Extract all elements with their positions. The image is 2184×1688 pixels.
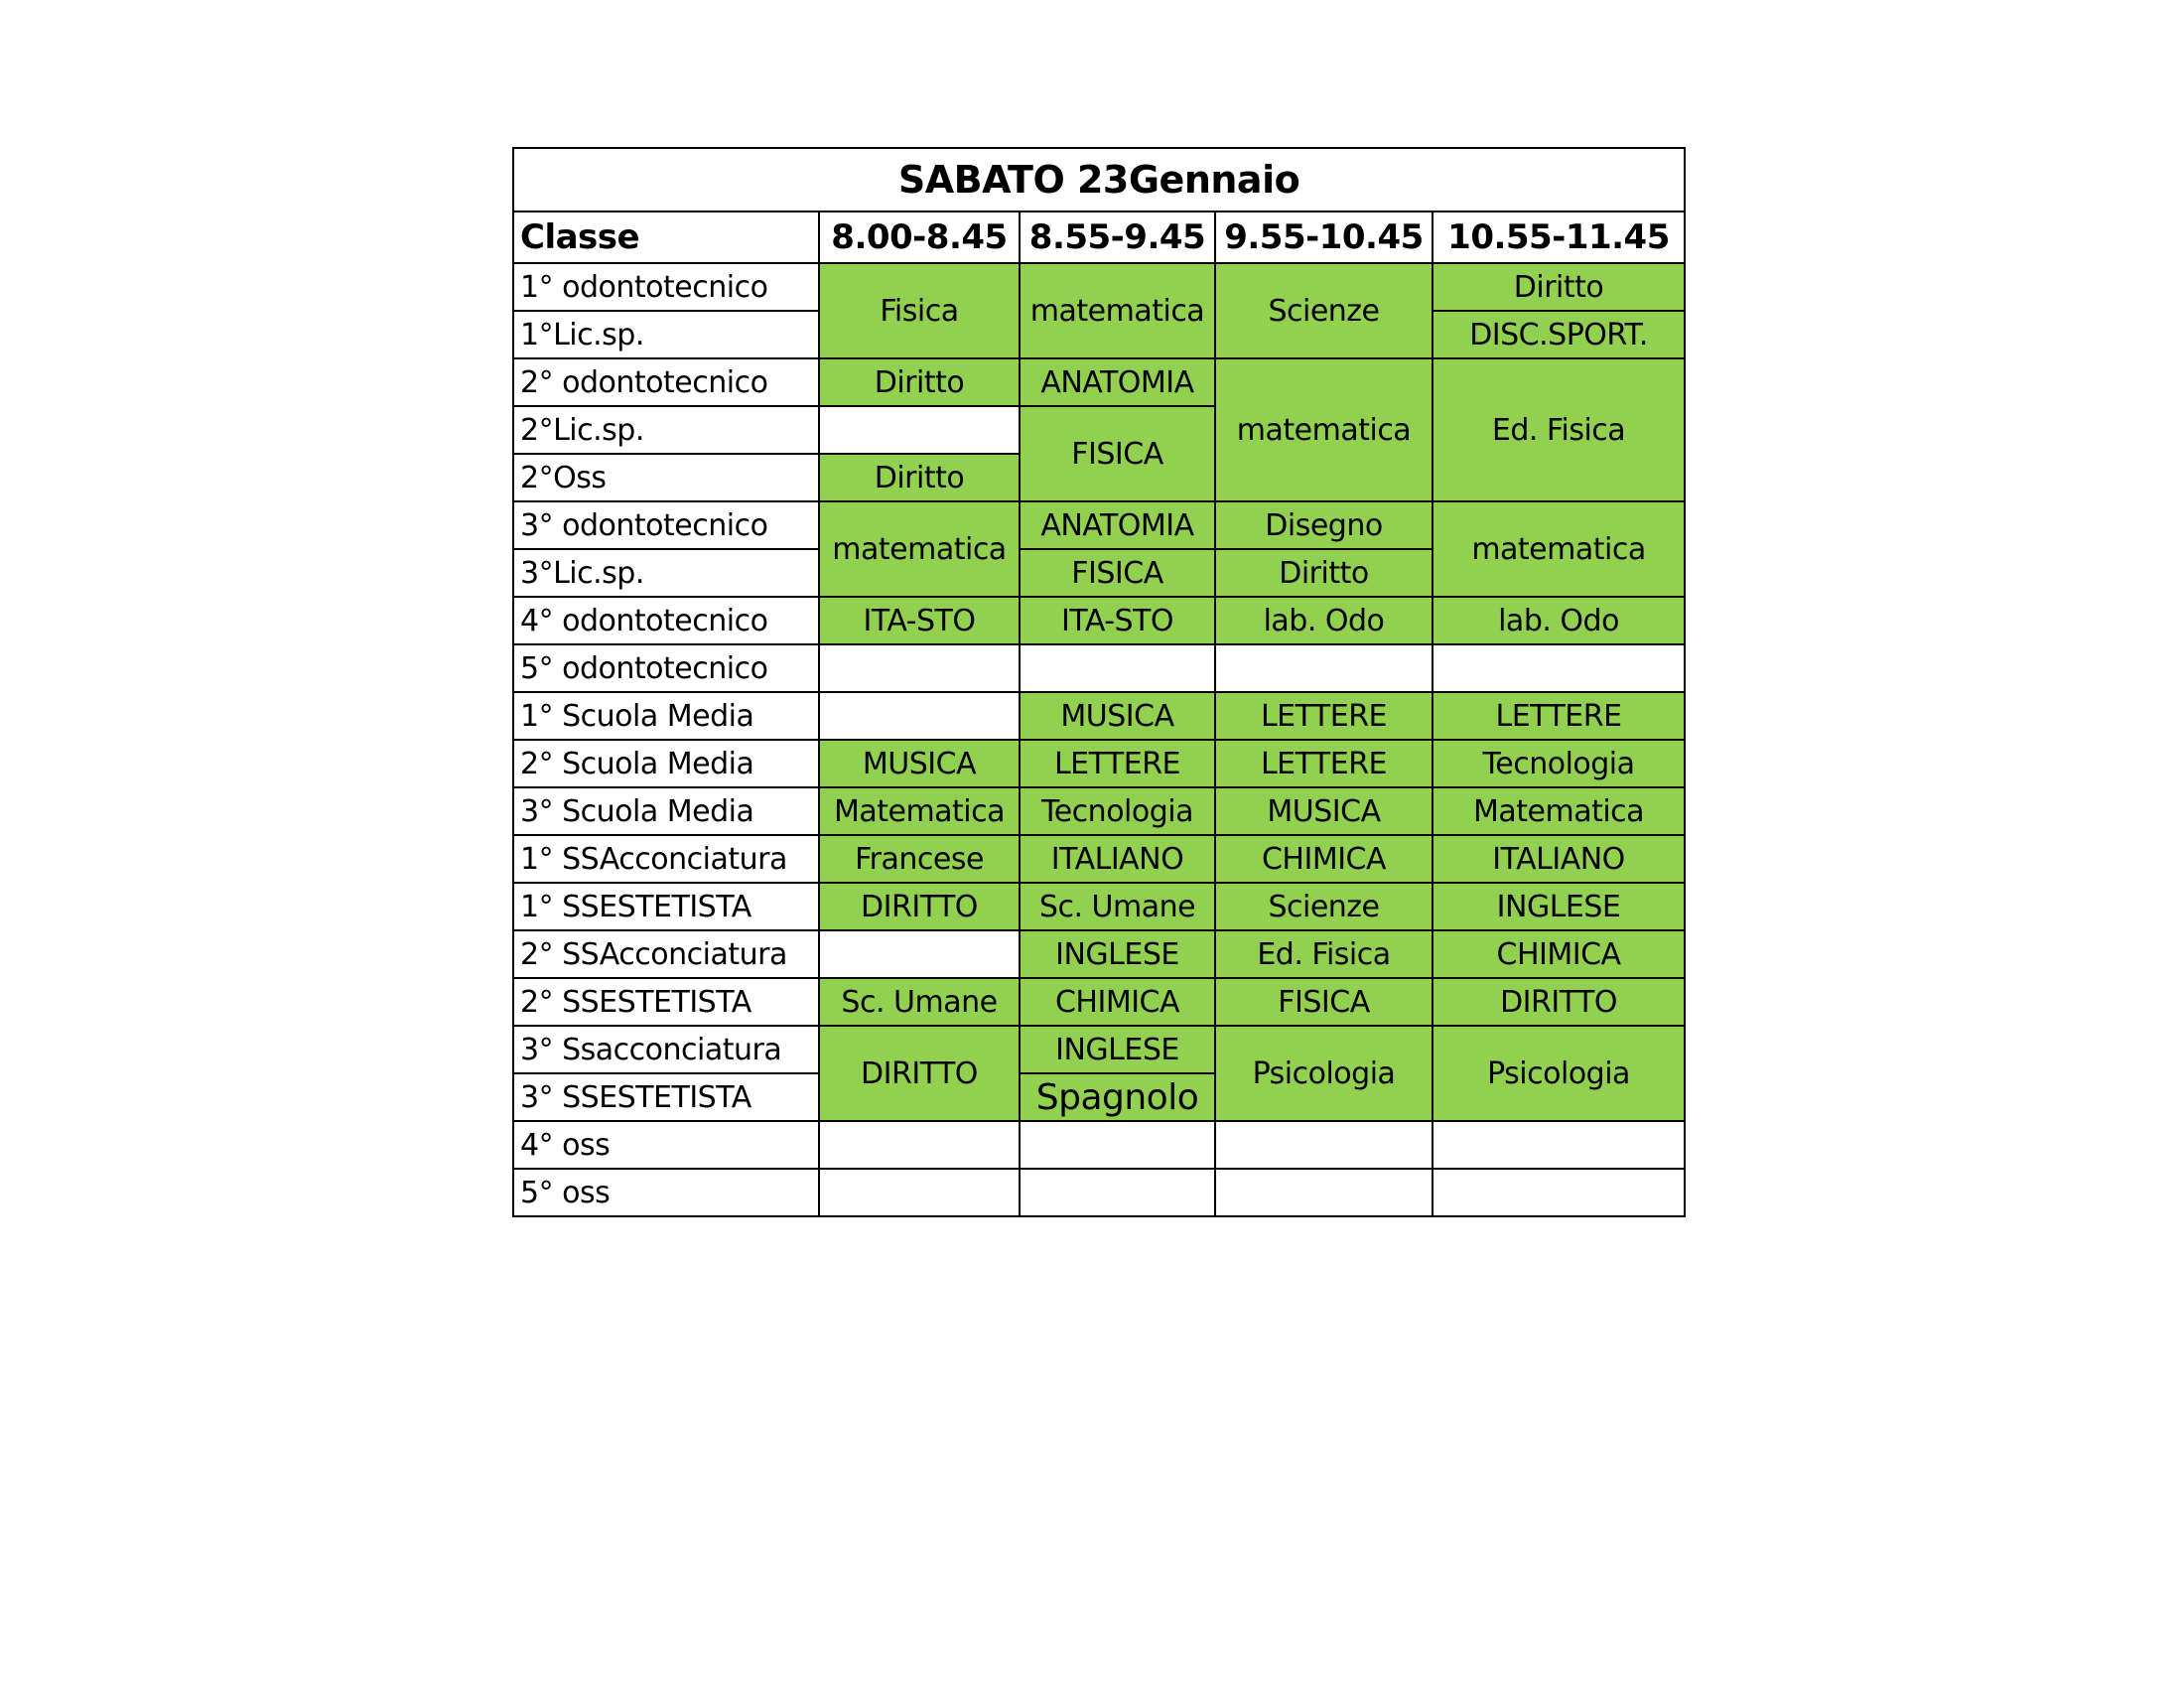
lesson-cell: Scienze bbox=[1215, 263, 1433, 358]
table-row bbox=[513, 835, 1685, 883]
lesson-cell: ANATOMIA bbox=[1020, 501, 1215, 549]
class-name: 1° SSESTETISTA bbox=[513, 883, 819, 930]
lesson-cell: MUSICA bbox=[1020, 692, 1215, 740]
lesson-cell: CHIMICA bbox=[1433, 930, 1685, 978]
table-row bbox=[513, 692, 1685, 740]
lesson-cell-empty bbox=[1215, 1121, 1433, 1169]
class-name: 3° SSESTETISTA bbox=[513, 1073, 819, 1121]
table-row bbox=[513, 597, 1685, 644]
class-name: 1°Lic.sp. bbox=[513, 311, 819, 358]
lesson-cell: ITALIANO bbox=[1020, 835, 1215, 883]
lesson-cell: Diritto bbox=[1433, 263, 1685, 311]
table-row bbox=[513, 501, 1685, 549]
lesson-cell: Spagnolo bbox=[1020, 1073, 1215, 1121]
table-row bbox=[513, 644, 1685, 692]
class-name: 3°Lic.sp. bbox=[513, 549, 819, 597]
table-row bbox=[513, 787, 1685, 835]
lesson-cell: lab. Odo bbox=[1433, 597, 1685, 644]
class-name: 2° SSAcconciatura bbox=[513, 930, 819, 978]
lesson-cell: Matematica bbox=[1433, 787, 1685, 835]
lesson-cell-empty bbox=[1020, 1121, 1215, 1169]
header-slot: 8.00-8.45 bbox=[819, 211, 1020, 263]
lesson-cell-empty bbox=[819, 644, 1020, 692]
table-row bbox=[513, 263, 1685, 311]
lesson-cell: CHIMICA bbox=[1215, 835, 1433, 883]
lesson-cell: MUSICA bbox=[1215, 787, 1433, 835]
lesson-cell: Sc. Umane bbox=[819, 978, 1020, 1026]
lesson-cell-empty bbox=[819, 692, 1020, 740]
class-name: 1° SSAcconciatura bbox=[513, 835, 819, 883]
class-name: 3° Scuola Media bbox=[513, 787, 819, 835]
lesson-cell: LETTERE bbox=[1433, 692, 1685, 740]
lesson-cell-empty bbox=[1433, 1169, 1685, 1216]
header-slot: 10.55-11.45 bbox=[1433, 211, 1685, 263]
class-name: 2°Oss bbox=[513, 454, 819, 501]
lesson-cell-empty bbox=[1215, 644, 1433, 692]
table-row bbox=[513, 883, 1685, 930]
lesson-cell: Psicologia bbox=[1215, 1026, 1433, 1121]
class-name: 3° Ssacconciatura bbox=[513, 1026, 819, 1073]
class-name: 2° SSESTETISTA bbox=[513, 978, 819, 1026]
header-slot: 9.55-10.45 bbox=[1215, 211, 1433, 263]
class-name: 2° Scuola Media bbox=[513, 740, 819, 787]
lesson-cell: Scienze bbox=[1215, 883, 1433, 930]
lesson-cell: Tecnologia bbox=[1020, 787, 1215, 835]
class-name: 5° odontotecnico bbox=[513, 644, 819, 692]
lesson-cell: DIRITTO bbox=[1433, 978, 1685, 1026]
class-name: 4° odontotecnico bbox=[513, 597, 819, 644]
lesson-cell: matematica bbox=[819, 501, 1020, 597]
table-row bbox=[513, 978, 1685, 1026]
lesson-cell: CHIMICA bbox=[1020, 978, 1215, 1026]
lesson-cell: DISC.SPORT. bbox=[1433, 311, 1685, 358]
lesson-cell: Diritto bbox=[1215, 549, 1433, 597]
class-name: 3° odontotecnico bbox=[513, 501, 819, 549]
lesson-cell: Psicologia bbox=[1433, 1026, 1685, 1121]
class-name: 2°Lic.sp. bbox=[513, 406, 819, 454]
lesson-cell-empty bbox=[1020, 1169, 1215, 1216]
lesson-cell-empty bbox=[1020, 644, 1215, 692]
class-name: 5° oss bbox=[513, 1169, 819, 1216]
lesson-cell-empty bbox=[819, 1121, 1020, 1169]
lesson-cell: Tecnologia bbox=[1433, 740, 1685, 787]
lesson-cell: Fisica bbox=[819, 263, 1020, 358]
header-classe: Classe bbox=[513, 211, 819, 263]
lesson-cell-empty bbox=[819, 406, 1020, 454]
title-row bbox=[513, 148, 1685, 211]
header-row bbox=[513, 211, 1685, 263]
table-row bbox=[513, 1121, 1685, 1169]
lesson-cell: INGLESE bbox=[1433, 883, 1685, 930]
lesson-cell: Ed. Fisica bbox=[1215, 930, 1433, 978]
lesson-cell: Diritto bbox=[819, 454, 1020, 501]
table-row bbox=[513, 740, 1685, 787]
lesson-cell: lab. Odo bbox=[1215, 597, 1433, 644]
lesson-cell: Ed. Fisica bbox=[1433, 358, 1685, 501]
lesson-cell: DIRITTO bbox=[819, 883, 1020, 930]
lesson-cell: matematica bbox=[1020, 263, 1215, 358]
table-row bbox=[513, 1026, 1685, 1073]
table-row bbox=[513, 1169, 1685, 1216]
header-slot: 8.55-9.45 bbox=[1020, 211, 1215, 263]
lesson-cell: ITA-STO bbox=[1020, 597, 1215, 644]
lesson-cell: FISICA bbox=[1215, 978, 1433, 1026]
lesson-cell: Francese bbox=[819, 835, 1020, 883]
lesson-cell: ANATOMIA bbox=[1020, 358, 1215, 406]
lesson-cell: matematica bbox=[1433, 501, 1685, 597]
lesson-cell: INGLESE bbox=[1020, 930, 1215, 978]
lesson-cell: Diritto bbox=[819, 358, 1020, 406]
lesson-cell: FISICA bbox=[1020, 406, 1215, 501]
lesson-cell: INGLESE bbox=[1020, 1026, 1215, 1073]
lesson-cell: DIRITTO bbox=[819, 1026, 1020, 1121]
class-name: 1° Scuola Media bbox=[513, 692, 819, 740]
lesson-cell: Sc. Umane bbox=[1020, 883, 1215, 930]
lesson-cell: ITA-STO bbox=[819, 597, 1020, 644]
lesson-cell: Matematica bbox=[819, 787, 1020, 835]
table-row bbox=[513, 930, 1685, 978]
lesson-cell: LETTERE bbox=[1215, 692, 1433, 740]
lesson-cell-empty bbox=[1433, 1121, 1685, 1169]
lesson-cell: LETTERE bbox=[1020, 740, 1215, 787]
schedule-title: SABATO 23Gennaio bbox=[513, 148, 1685, 211]
lesson-cell-empty bbox=[1433, 644, 1685, 692]
lesson-cell: LETTERE bbox=[1215, 740, 1433, 787]
schedule-table bbox=[512, 147, 1686, 1217]
class-name: 2° odontotecnico bbox=[513, 358, 819, 406]
lesson-cell-empty bbox=[1215, 1169, 1433, 1216]
lesson-cell-empty bbox=[819, 930, 1020, 978]
lesson-cell: FISICA bbox=[1020, 549, 1215, 597]
lesson-cell: ITALIANO bbox=[1433, 835, 1685, 883]
lesson-cell: Disegno bbox=[1215, 501, 1433, 549]
table-row bbox=[513, 358, 1685, 406]
lesson-cell: matematica bbox=[1215, 358, 1433, 501]
lesson-cell: MUSICA bbox=[819, 740, 1020, 787]
class-name: 1° odontotecnico bbox=[513, 263, 819, 311]
class-name: 4° oss bbox=[513, 1121, 819, 1169]
lesson-cell-empty bbox=[819, 1169, 1020, 1216]
